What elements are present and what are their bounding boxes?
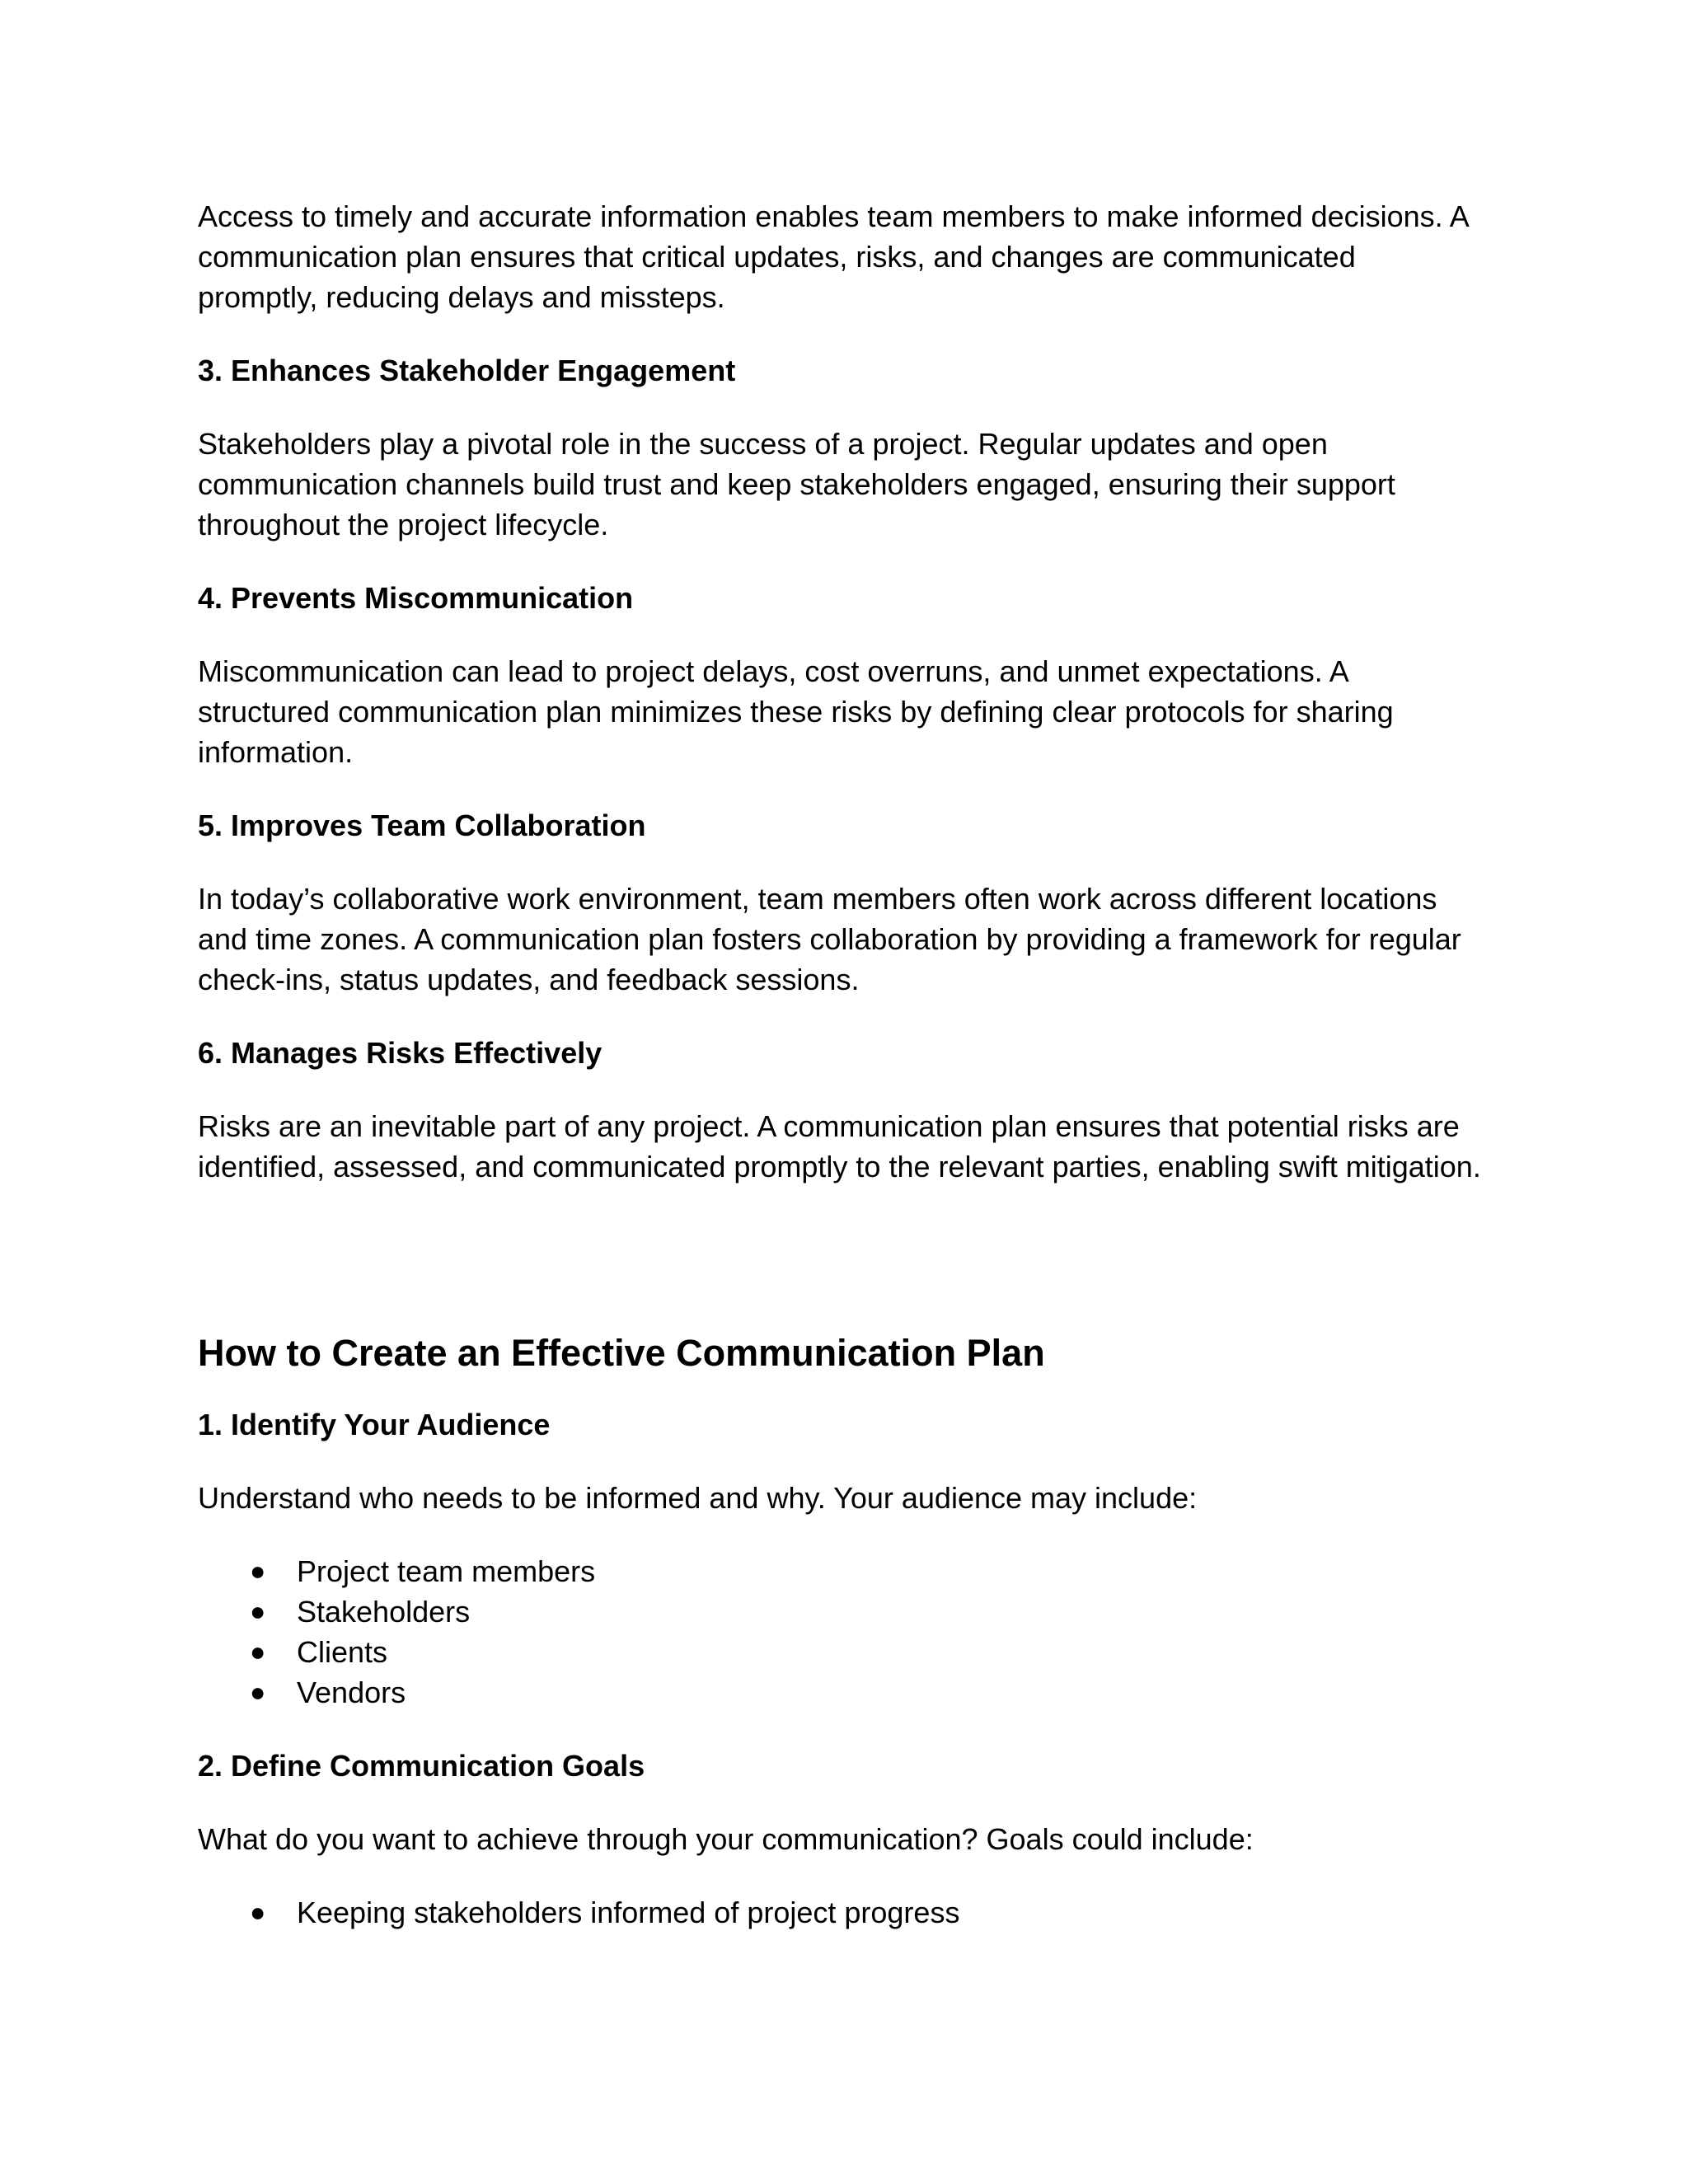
benefit-section bbox=[198, 805, 1484, 1000]
benefit-text: Risks are an inevitable part of any project. A communication plan ensures that potential risks are identified, assessed, and communicated promptly to the relevant parties, enabling swift mitigation. bbox=[198, 1109, 1481, 1183]
benefit-heading: 4. Prevents Miscommunication bbox=[198, 581, 634, 615]
step-heading: 2. Define Communication Goals bbox=[198, 1749, 645, 1783]
bullet-list bbox=[198, 1892, 1484, 1933]
step-section bbox=[198, 1404, 1484, 1713]
step-heading: 1. Identify Your Audience bbox=[198, 1408, 551, 1441]
intro-paragraph: Access to timely and accurate information enables team members to make informed decisions. A communication plan ensures that critical updates, risks, and changes are communicated promptly, reducing delays and missteps. bbox=[198, 199, 1468, 314]
bullet-icon: ● bbox=[250, 1677, 266, 1707]
benefit-section bbox=[198, 578, 1484, 772]
step-text: What do you want to achieve through your communication? Goals could include: bbox=[198, 1822, 1254, 1856]
bullet-icon: ● bbox=[250, 1897, 266, 1927]
list-item-text: Project team members bbox=[297, 1554, 596, 1588]
step-text: Understand who needs to be informed and why. Your audience may include: bbox=[198, 1481, 1198, 1515]
list-item-text: Keeping stakeholders informed of project progress bbox=[297, 1896, 960, 1929]
list-item-text: Stakeholders bbox=[297, 1595, 471, 1629]
list-item bbox=[198, 1892, 1484, 1933]
document-content bbox=[198, 196, 1484, 1966]
list-item bbox=[198, 1551, 1484, 1591]
step-section bbox=[198, 1746, 1484, 1933]
benefit-heading: 6. Manages Risks Effectively bbox=[198, 1036, 603, 1070]
benefit-heading: 3. Enhances Stakeholder Engagement bbox=[198, 354, 736, 387]
benefit-text: Miscommunication can lead to project delays, cost overruns, and unmet expectations. A structured communication plan minimizes these risks by defining clear protocols for sharing information. bbox=[198, 654, 1394, 769]
bullet-list bbox=[198, 1551, 1484, 1713]
benefit-text: Stakeholders play a pivotal role in the success of a project. Regular updates and open communication channels build trust and keep stakeholders engaged, ensuring their support throughout the project lifecycle. bbox=[198, 427, 1395, 541]
section-spacer bbox=[198, 1220, 1484, 1329]
benefit-section bbox=[198, 350, 1484, 545]
benefit-heading: 5. Improves Team Collaboration bbox=[198, 808, 646, 842]
bullet-icon: ● bbox=[250, 1637, 266, 1666]
list-item bbox=[198, 1672, 1484, 1713]
bullet-icon: ● bbox=[250, 1556, 266, 1586]
list-item-text: Clients bbox=[297, 1635, 388, 1669]
benefit-section bbox=[198, 1033, 1484, 1187]
benefit-text: In today’s collaborative work environment, team members often work across different locations and time zones. A communication plan fosters collaboration by providing a framework for regular check-ins, status updates, and feedback sessions. bbox=[198, 882, 1461, 996]
list-item bbox=[198, 1632, 1484, 1672]
list-item bbox=[198, 1591, 1484, 1632]
list-item-text: Vendors bbox=[297, 1675, 406, 1709]
bullet-icon: ● bbox=[250, 1596, 266, 1626]
section-title: How to Create an Effective Communication Plan bbox=[198, 1332, 1045, 1374]
